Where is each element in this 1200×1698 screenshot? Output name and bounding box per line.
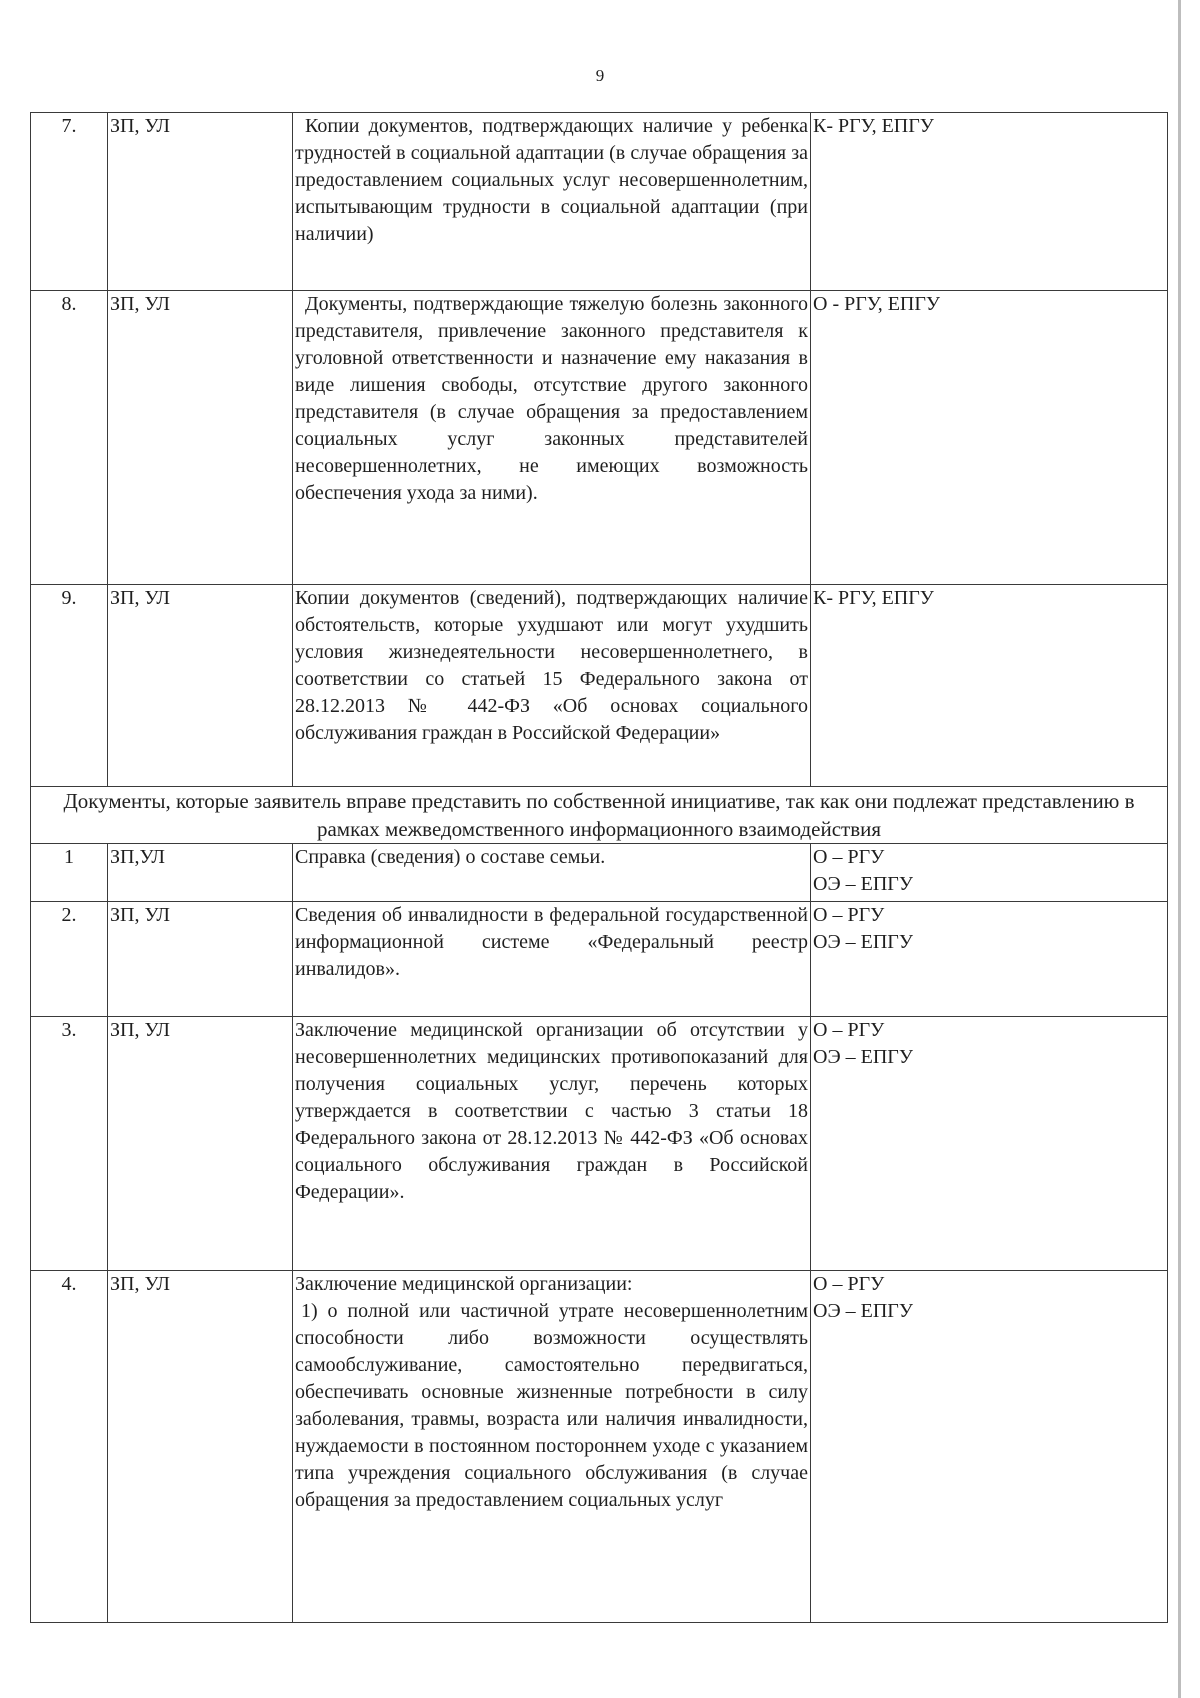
submission-method bbox=[811, 291, 1168, 585]
submission-method bbox=[811, 1271, 1168, 1623]
submission-method-line: ОЭ – ЕПГУ bbox=[813, 873, 914, 895]
submission-method bbox=[811, 113, 1168, 291]
document-description: Заключение медицинской организации об отсутствии у несовершеннолетних медицинских противопоказаний для получения социальных услуг, перечень которых утверждается в соответствии с частью 3 статьи 18 Федерального закона от 28.12.2013 № 442-ФЗ «Об основах социального обслуживания граждан в Российской Федерации». bbox=[293, 1017, 811, 1271]
row-number: 8. bbox=[31, 291, 108, 585]
submission-method-line: К- РГУ, ЕПГУ bbox=[813, 115, 934, 137]
document-description: Копии документов (сведений), подтверждающих наличие обстоятельств, которые ухудшают или могут ухудшить условия жизнедеятельности несовершеннолетнего, в соответствии со статьей 15 Федерального закона от 28.12.2013 № 442-ФЗ «Об основах социального обслуживания граждан в Российской Федерации» bbox=[293, 585, 811, 787]
applicant-category: ЗП, УЛ bbox=[108, 1271, 293, 1623]
submission-method bbox=[811, 902, 1168, 1017]
applicant-category: ЗП, УЛ bbox=[108, 1017, 293, 1271]
submission-method-line: О – РГУ bbox=[813, 1019, 885, 1041]
document-description-line: 1) о полной или частичной утрате несовершеннолетним способности либо возможности осуществлять самообслуживание, самостоятельно передвигаться, обеспечивать основные жизненные потребности в силу заболевания, травмы, возраста или наличия инвалидности, нуждаемости в постоянном постороннем уходе с указанием типа учреждения социального обслуживания (в случае обращения за предоставлением социальных услуг bbox=[295, 1300, 808, 1511]
row-number: 1 bbox=[31, 844, 108, 902]
submission-method-line: ОЭ – ЕПГУ bbox=[813, 1300, 914, 1322]
row-number: 4. bbox=[31, 1271, 108, 1623]
documents-table bbox=[30, 112, 1168, 1623]
document-description: Копии документов, подтверждающих наличие у ребенка трудностей в социальной адаптации (в случае обращения за предоставлением социальных услуг несовершеннолетним, испытывающим трудности в социальной адаптации (при наличии) bbox=[293, 113, 811, 291]
submission-method-line: ОЭ – ЕПГУ bbox=[813, 1046, 914, 1068]
table-row bbox=[31, 902, 1168, 1017]
submission-method-line: О – РГУ bbox=[813, 846, 885, 868]
table-row bbox=[31, 1017, 1168, 1271]
submission-method bbox=[811, 585, 1168, 787]
row-number: 7. bbox=[31, 113, 108, 291]
document-description: Документы, подтверждающие тяжелую болезнь законного представителя, привлечение законного представителя к уголовной ответственности и назначение ему наказания в виде лишения свободы, отсутствие другого законного представителя (в случае обращения за предоставлением социальных услуг законных представителей несовершеннолетних, не имеющих возможность обеспечения ухода за ними). bbox=[293, 291, 811, 585]
applicant-category: ЗП,УЛ bbox=[108, 844, 293, 902]
applicant-category: ЗП, УЛ bbox=[108, 291, 293, 585]
applicant-category: ЗП, УЛ bbox=[108, 902, 293, 1017]
table-row bbox=[31, 291, 1168, 585]
section-heading-row bbox=[31, 787, 1168, 844]
document-description-line: Заключение медицинской организации: bbox=[295, 1273, 633, 1295]
submission-method-line: ОЭ – ЕПГУ bbox=[813, 931, 914, 953]
section-heading: Документы, которые заявитель вправе представить по собственной инициативе, так как они подлежат представлению в рамках межведомственного информационного взаимодействия bbox=[31, 787, 1168, 844]
row-number: 3. bbox=[31, 1017, 108, 1271]
submission-method-line: О – РГУ bbox=[813, 904, 885, 926]
applicant-category: ЗП, УЛ bbox=[108, 585, 293, 787]
submission-method-line: О – РГУ bbox=[813, 1273, 885, 1295]
page-edge-shadow bbox=[1178, 0, 1181, 1698]
applicant-category: ЗП, УЛ bbox=[108, 113, 293, 291]
document-description bbox=[293, 1271, 811, 1623]
submission-method-line: К- РГУ, ЕПГУ bbox=[813, 587, 934, 609]
table-row bbox=[31, 585, 1168, 787]
submission-method bbox=[811, 844, 1168, 902]
submission-method bbox=[811, 1017, 1168, 1271]
table-row bbox=[31, 113, 1168, 291]
table-row bbox=[31, 1271, 1168, 1623]
document-description: Справка (сведения) о составе семьи. bbox=[293, 844, 811, 902]
document-description: Сведения об инвалидности в федеральной государственной информационной системе «Федеральный реестр инвалидов». bbox=[293, 902, 811, 1017]
submission-method-line: О - РГУ, ЕПГУ bbox=[813, 293, 941, 315]
page-number: 9 bbox=[595, 66, 605, 85]
table-row bbox=[31, 844, 1168, 902]
row-number: 9. bbox=[31, 585, 108, 787]
row-number: 2. bbox=[31, 902, 108, 1017]
